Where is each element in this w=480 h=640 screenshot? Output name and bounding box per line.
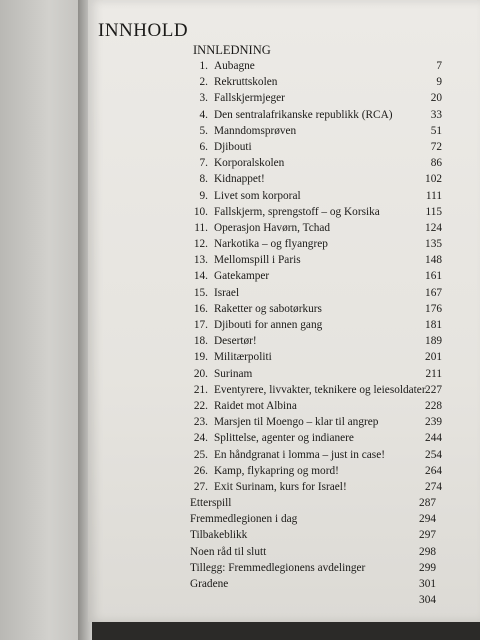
chapter-title: Kamp, flykapring og mord!: [214, 464, 339, 477]
chapter-number: 4.: [199, 108, 208, 121]
page-number: 201: [425, 351, 442, 364]
chapter-title: Surinam: [214, 367, 253, 380]
chapter-title: Splittelse, agenter og indianere: [214, 432, 354, 445]
page-number: 239: [425, 416, 442, 429]
chapter-title: Manndomsprøven: [214, 124, 297, 137]
page-number: 102: [425, 173, 442, 186]
page-number: 161: [425, 270, 442, 283]
section-title: Etterspill: [190, 497, 232, 510]
chapter-number: 7.: [199, 157, 208, 170]
chapter-title: Aubagne: [214, 60, 255, 72]
chapter-title: Kidnappet!: [214, 173, 265, 186]
chapter-title: Operasjon Havørn, Tchad: [214, 221, 331, 234]
chapter-number: 24.: [193, 432, 208, 445]
chapter-number: 10.: [193, 205, 208, 218]
chapter-title: Djibouti: [214, 140, 252, 153]
chapter-number: 22.: [193, 399, 208, 412]
toc-row-extra: [88, 495, 480, 511]
section-title: Gradene: [190, 578, 229, 590]
page-number: 72: [430, 140, 442, 153]
chapter-title: Djibouti for annen gang: [214, 319, 323, 331]
page-title: INNHOLD: [98, 20, 189, 41]
chapter-title: Eventyrere, livvakter, teknikere og leiesoldater: [214, 383, 426, 396]
page-number: 294: [419, 513, 436, 526]
toc-row: [88, 317, 480, 333]
chapter-number: 16.: [193, 302, 208, 315]
toc-row: [88, 123, 480, 139]
toc-row: [88, 479, 480, 495]
toc-row: [88, 301, 480, 317]
toc-row-extra: [88, 560, 480, 576]
chapter-number: 18.: [193, 335, 208, 348]
chapter-title: Raketter og sabotørkurs: [214, 302, 322, 315]
chapter-title: Militærpoliti: [214, 351, 272, 364]
toc-row-extra: [88, 592, 480, 608]
toc-row: [88, 220, 480, 236]
chapter-title: Exit Surinam, kurs for Israel!: [214, 480, 347, 493]
table-of-contents: [88, 58, 480, 608]
chapter-number: 25.: [193, 448, 208, 461]
left-page: [0, 0, 82, 640]
toc-row: [88, 398, 480, 414]
toc-row: [88, 188, 480, 204]
toc-row: [88, 447, 480, 463]
chapter-title: Israel: [214, 286, 240, 299]
chapter-title: Korporalskolen: [214, 157, 285, 170]
chapter-number: 3.: [199, 92, 208, 105]
chapter-title: Den sentralafrikanske republikk (RCA): [214, 108, 393, 121]
page-number: 176: [425, 302, 442, 315]
chapter-title: Mellomspill i Paris: [214, 254, 301, 267]
toc-row: [88, 204, 480, 220]
toc-row: [88, 463, 480, 479]
page-number: 51: [430, 124, 442, 137]
page-number: 111: [425, 189, 442, 202]
toc-row: [88, 414, 480, 430]
page-number: 274: [425, 480, 442, 493]
toc-row: [88, 366, 480, 382]
page-number: 297: [419, 529, 436, 542]
chapter-number: 19.: [193, 351, 208, 364]
page-number: 167: [425, 286, 442, 299]
chapter-title: Rekruttskolen: [214, 76, 278, 89]
page-number: 115: [425, 205, 442, 218]
book-page: [88, 0, 480, 622]
toc-row-extra: [88, 511, 480, 527]
toc-row: [88, 285, 480, 301]
page-number: 20: [430, 92, 442, 105]
chapter-number: 6.: [199, 140, 208, 153]
page-number: 227: [425, 383, 442, 396]
page-number: 211: [425, 367, 442, 380]
section-title: Fremmedlegionen i dag: [190, 513, 298, 526]
chapter-number: 20.: [193, 367, 208, 380]
page-number: 301: [419, 578, 436, 590]
page-number: 189: [425, 335, 442, 348]
page-number: 7: [436, 60, 442, 72]
page-number: 264: [425, 464, 442, 477]
toc-row: [88, 107, 480, 123]
toc-row: [88, 90, 480, 106]
section-title: Tillegg: Fremmedlegionens avdelinger: [190, 561, 366, 574]
page-number: 304: [419, 594, 436, 607]
chapter-title: En håndgranat i lomma – just in case!: [214, 448, 385, 461]
page-number: 181: [425, 319, 442, 331]
page-number: 135: [425, 238, 442, 251]
section-heading: INNLEDNING: [193, 43, 271, 57]
chapter-number: 23.: [193, 416, 208, 429]
toc-row-extra: [88, 576, 480, 592]
toc-row: [88, 430, 480, 446]
chapter-number: 21.: [193, 383, 208, 396]
page-number: 287: [419, 497, 436, 510]
toc-row: [88, 155, 480, 171]
page-number: 9: [436, 76, 442, 89]
chapter-number: 27.: [193, 480, 208, 493]
chapter-number: 2.: [199, 76, 208, 89]
section-title: Noen råd til slutt: [190, 545, 267, 558]
page-number: 254: [425, 448, 442, 461]
page-number: 299: [419, 561, 436, 574]
page-number: 33: [430, 108, 442, 121]
toc-row-extra: [88, 544, 480, 560]
chapter-number: 11.: [194, 221, 208, 234]
page-number: 86: [430, 157, 442, 170]
chapter-title: Narkotika – og flyangrep: [214, 238, 328, 251]
toc-row: [88, 139, 480, 155]
chapter-number: 15.: [193, 286, 208, 299]
chapter-title: Livet som korporal: [214, 189, 301, 202]
chapter-number: 1.: [199, 60, 208, 72]
chapter-number: 12.: [193, 238, 208, 251]
page-number: 244: [425, 432, 442, 445]
chapter-number: 14.: [193, 270, 208, 283]
chapter-title: Desertør!: [214, 335, 257, 348]
chapter-title: Raidet mot Albina: [214, 399, 297, 412]
chapter-title: Marsjen til Moengo – klar til angrep: [214, 416, 379, 429]
toc-row: [88, 74, 480, 90]
chapter-number: 8.: [199, 173, 208, 186]
toc-row: [88, 333, 480, 349]
section-title: Tilbakeblikk: [190, 529, 248, 542]
page-number: 148: [425, 254, 442, 267]
toc-row-extra: [88, 527, 480, 543]
toc-row: [88, 58, 480, 74]
chapter-title: Fallskjerm, sprengstoff – og Korsika: [214, 205, 380, 218]
page-number: 228: [425, 399, 442, 412]
chapter-number: 5.: [199, 124, 208, 137]
page-number: 124: [425, 221, 442, 234]
toc-row: [88, 236, 480, 252]
chapter-number: 9.: [199, 189, 208, 202]
toc-row: [88, 171, 480, 187]
page-number: 298: [419, 545, 436, 558]
toc-row: [88, 349, 480, 365]
toc-row: [88, 252, 480, 268]
toc-row: [88, 382, 480, 398]
chapter-number: 26.: [193, 464, 208, 477]
chapter-number: 13.: [193, 254, 208, 267]
chapter-title: Gatekamper: [214, 270, 270, 283]
chapter-title: Fallskjermjeger: [214, 92, 285, 105]
chapter-number: 17.: [193, 319, 208, 331]
toc-row: [88, 268, 480, 284]
